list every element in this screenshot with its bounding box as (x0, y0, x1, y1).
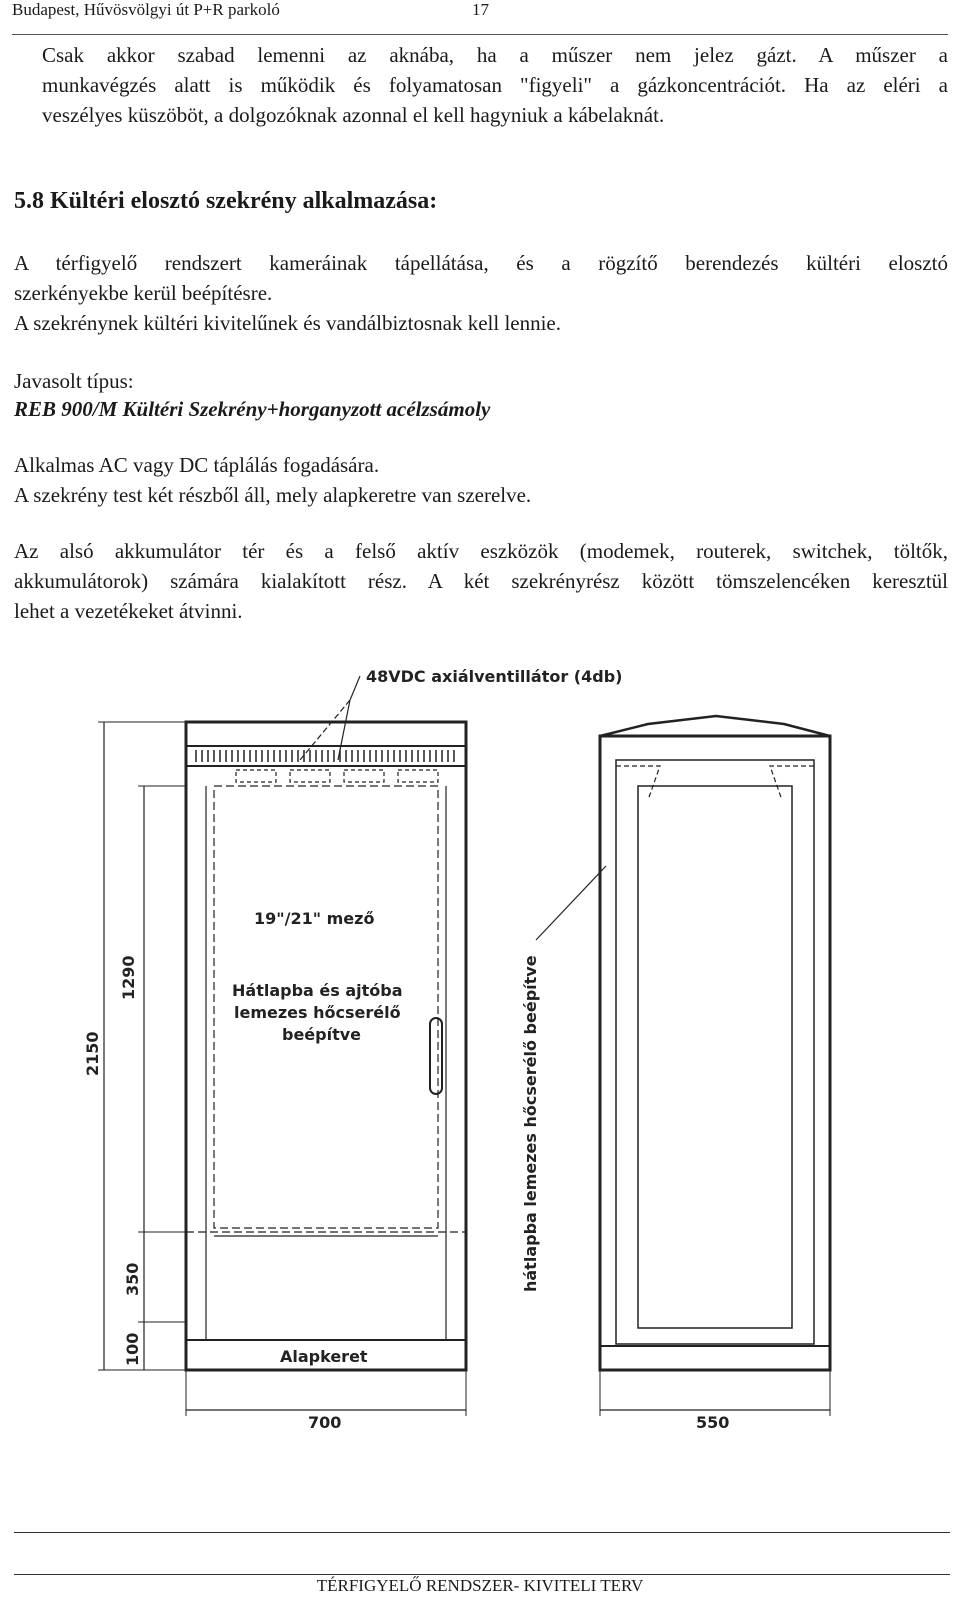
section-paragraph-1 (14, 248, 948, 308)
exchanger-line-1: Hátlapba és ajtóba (232, 981, 403, 1000)
side-cabinet-roof (600, 716, 830, 736)
door-handle (430, 1018, 442, 1094)
fan-leader-line-2 (300, 700, 350, 760)
dim-base-label: 100 (123, 1332, 142, 1366)
fan-leader-line (338, 676, 360, 760)
side-label: hátlapba lemezes hőcserélő beépítve (521, 955, 540, 1292)
side-label-leader (536, 866, 606, 940)
para-line: A térfigyelő rendszert kameráinak tápellátása, és a rögzítő berendezés kültéri elosztó (14, 251, 948, 275)
page-number: 17 (472, 0, 489, 19)
fan-dashed-boxes (236, 770, 438, 782)
front-vent-slats (196, 750, 454, 762)
field-label: 19"/21" mező (254, 909, 375, 928)
recommended-type: REB 900/M Kültéri Szekrény+horganyzott acélzsámoly (14, 397, 491, 421)
para-line: lehet a vezetékeket átvinni. (14, 599, 243, 623)
header-location: Budapest, Hűvösvölgyi út P+R parkoló (12, 0, 280, 19)
dim-side-width-label: 550 (696, 1413, 730, 1432)
exchanger-line-3: beépítve (282, 1025, 362, 1044)
para-line: Alkalmas AC vagy DC táplálás fogadására. (14, 453, 380, 477)
intro-line: munkavégzés alatt is működik és folyamatosan "figyeli" a gázkoncentrációt. Ha az eléri a (42, 73, 948, 97)
footer-divider-bottom (14, 1574, 950, 1575)
para-line: Az alsó akkumulátor tér és a felső aktív eszközök (modemek, routerek, switchek, töltők, (14, 539, 948, 563)
intro-line: veszélyes küszöböt, a dolgozóknak azonnal el kell hagyniuk a kábelaknát. (42, 103, 665, 127)
para-line: szerkényekbe kerül beépítésre. (14, 281, 273, 305)
side-cabinet-inner-frame (616, 760, 814, 1344)
front-cabinet-outline (186, 722, 466, 1370)
dim-lower-label: 350 (123, 1262, 142, 1296)
para-line: akkumulátorok) számára kialakított rész. A két szekrényrész között tömszelencéken keresztül (14, 569, 948, 593)
intro-line: Csak akkor szabad lemenni az aknába, ha a műszer nem jelez gázt. A műszer a (42, 43, 948, 67)
intro-paragraph (42, 40, 948, 130)
footer-divider-top (14, 1532, 950, 1533)
side-fan-dashed (616, 766, 814, 800)
exchanger-line-2: lemezes hőcserélő (234, 1003, 401, 1022)
para-line: A szekrény test két részből áll, mely alapkeretre van szerelve. (14, 483, 532, 507)
side-cabinet-outline (600, 736, 830, 1370)
recommended-label: Javasolt típus: (14, 369, 134, 393)
fan-label: 48VDC axiálventillátor (4db) (366, 667, 623, 686)
footer-title: TÉRFIGYELŐ RENDSZER- KIVITELI TERV (316, 1576, 644, 1595)
section-paragraph-3 (14, 450, 948, 510)
base-label: Alapkeret (280, 1347, 368, 1366)
section-paragraph-2: A szekrénynek kültéri kivitelűnek és vandálbiztosnak kell lennie. (14, 311, 562, 335)
dim-upper-label: 1290 (119, 955, 138, 1000)
cabinet-technical-drawing (0, 650, 960, 1470)
section-paragraph-4 (14, 536, 948, 626)
header-divider (12, 34, 948, 35)
side-heat-exchanger-panel (638, 786, 792, 1328)
section-title: 5.8 Kültéri elosztó szekrény alkalmazása: (14, 188, 438, 214)
dim-front-width-label: 700 (308, 1413, 342, 1432)
dim-total-label: 2150 (83, 1031, 102, 1076)
